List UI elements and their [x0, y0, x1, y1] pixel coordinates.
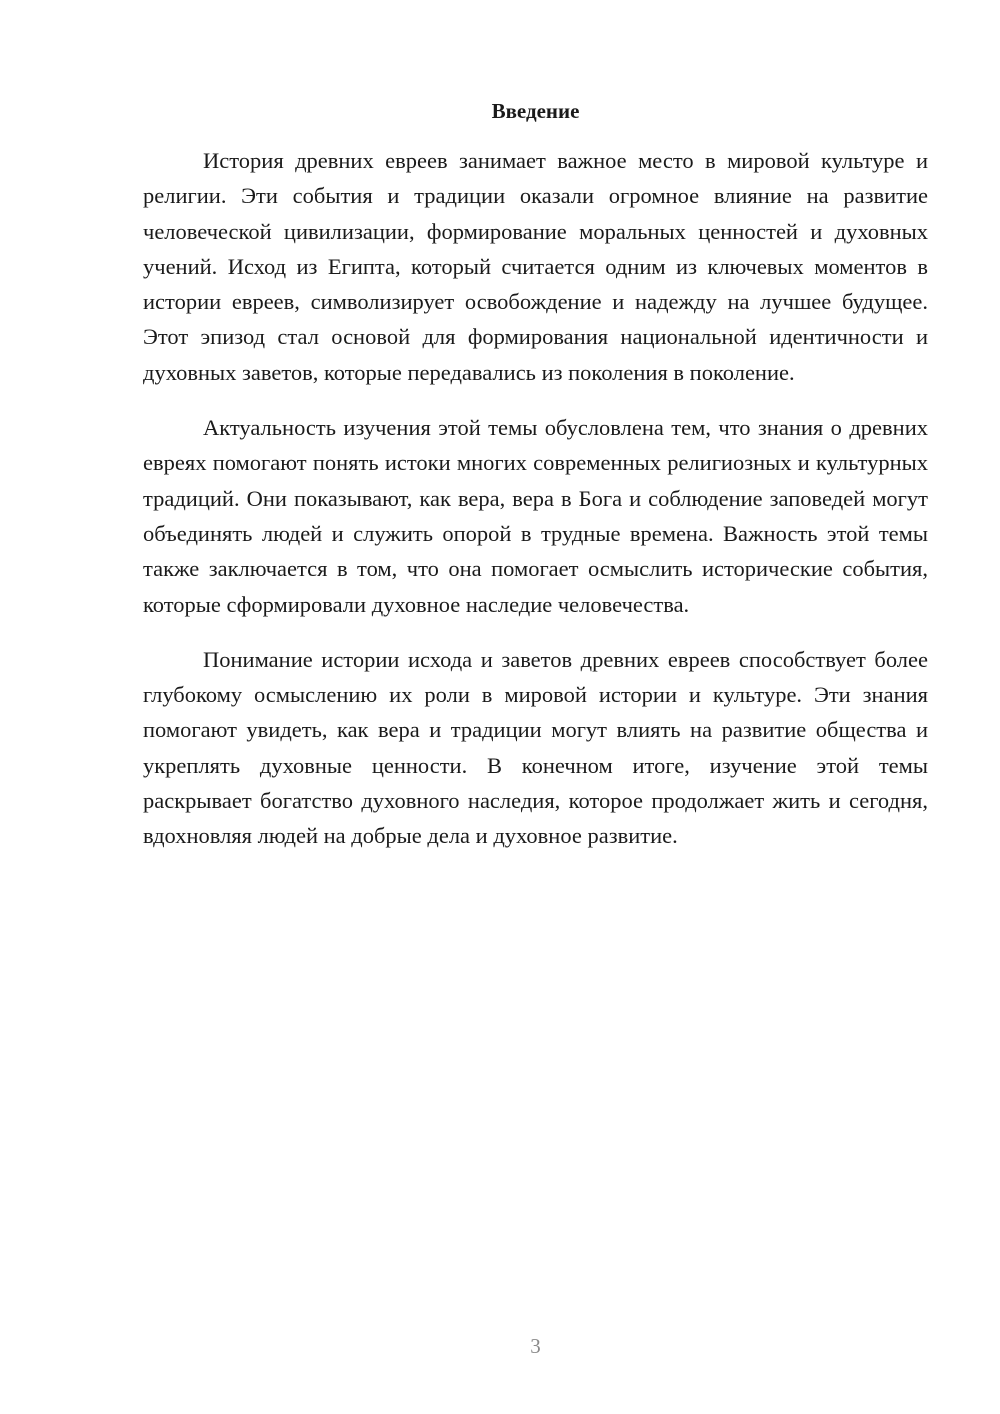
page-number: 3	[530, 1334, 541, 1358]
paragraph-intro: История древних евреев занимает важное место в мировой культуре и религии. Эти события и традиции оказали огромное влияние на развитие человеческой цивилизации, формирование моральных ценностей и духовных учений. Исход из Египта, который считается одним из ключевых моментов в истории евреев, символизирует освобождение и надежду на лучшее будущее. Этот эпизод стал основой для формирования национальной идентичности и духовных заветов, которые передавались из поколения в поколение.	[143, 148, 928, 385]
section-title: Введение	[491, 99, 580, 123]
document-body	[143, 143, 928, 874]
paragraph-understanding: Понимание истории исхода и заветов древних евреев способствует более глубокому осмыслению их роли в мировой истории и культуре. Эти знания помогают увидеть, как вера и традиции могут влиять на развитие общества и укреплять духовные ценности. В конечном итоге, изучение этой темы раскрывает богатство духовного наследия, которое продолжает жить и сегодня, вдохновляя людей на добрые дела и духовное развитие.	[143, 646, 928, 849]
paragraph-relevance: Актуальность изучения этой темы обусловлена тем, что знания о древних евреях помогают понять истоки многих современных религиозных и культурных традиций. Они показывают, как вера, вера в Бога и соблюдение заповедей могут объединять людей и служить опорой в трудные времена. Важность этой темы также заключается в том, что она помогает осмыслить исторические события, которые сформировали духовное наследие человечества.	[143, 415, 928, 617]
